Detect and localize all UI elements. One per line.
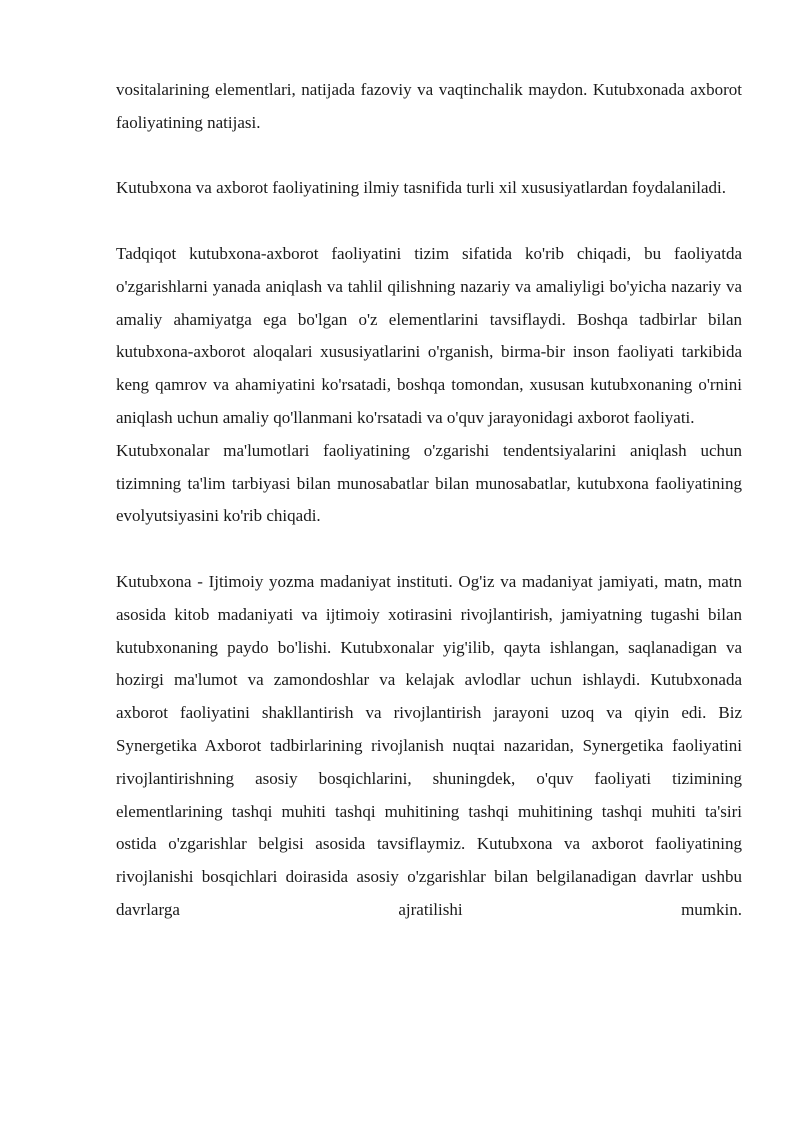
paragraph-1: vositalarining elementlari, natijada fazoviy va vaqtinchalik maydon. Kutubxonada axborot faoliyatining natijasi. [116, 80, 742, 132]
paragraph-3: Tadqiqot kutubxona-axborot faoliyatini tizim sifatida ko'rib chiqadi, bu faoliyatda o'zgarishlarni yanada aniqlash va tahlil qilishning nazariy va amaliyligi bo'yicha nazariy va amaliy ahamiyatga ega bo'lgan o'z elementlarini tavsiflaydi. Boshqa tadbirlar bilan kutubxona-axborot aloqalari xususiyatlarini o'rganish, birma-bir inson faoliyati tarkibida keng qamrov va ahamiyatini ko'rsatadi, boshqa tomondan, xususan kutubxonaning o'rnini aniqlash uchun amaliy qo'llanmani ko'rsatadi va o'quv jarayonidagi axborot faoliyati. [116, 243, 742, 427]
paragraph-5: Kutubxona - Ijtimoiy yozma madaniyat instituti. Og'iz va madaniyat jamiyati, matn, matn asosida kitob madaniyati va ijtimoiy xotirasini rivojlantirish, jamiyatning tugashi bilan kutubxonaning paydo bo'lishi. Kutubxonalar yig'ilib, qayta ishlangan, saqlanadigan va hozirgi ma'lumot va zamondoshlar va kelajak avlodlar uchun ishlaydi. Kutubxonada axborot faoliyatini shakllantirish va rivojlantirish jarayoni uzoq va qiyin edi. Biz Synergetika Axborot tadbirlarining rivojlanish nuqtai nazaridan, Synergetika faoliyatini rivojlantirishning asosiy bosqichlarini, shuningdek, o'quv faoliyati tizimining elementlarining tashqi muhiti tashqi muhitining tashqi muhitining tashqi muhiti ta'siri ostida o'zgarishlar belgisi asosida tavsiflaymiz. Kutubxona va axborot faoliyatining rivojlanishi bosqichlari doirasida asosiy o'zgarishlar bilan belgilanadigan davrlar ushbu davrlarga ajratilishi mumkin. [116, 571, 742, 919]
paragraph-2: Kutubxona va axborot faoliyatining ilmiy tasnifida turli xil xususiyatlardan foydalaniladi. [116, 178, 726, 198]
document-page [116, 74, 742, 927]
paragraph-4: Kutubxonalar ma'lumotlari faoliyatining o'zgarishi tendentsiyalarini aniqlash uchun tizimning ta'lim tarbiyasi bilan munosabatlar bilan munosabatlar, kutubxona faoliyatining evolyutsiyasini ko'rib chiqadi. [116, 440, 742, 526]
